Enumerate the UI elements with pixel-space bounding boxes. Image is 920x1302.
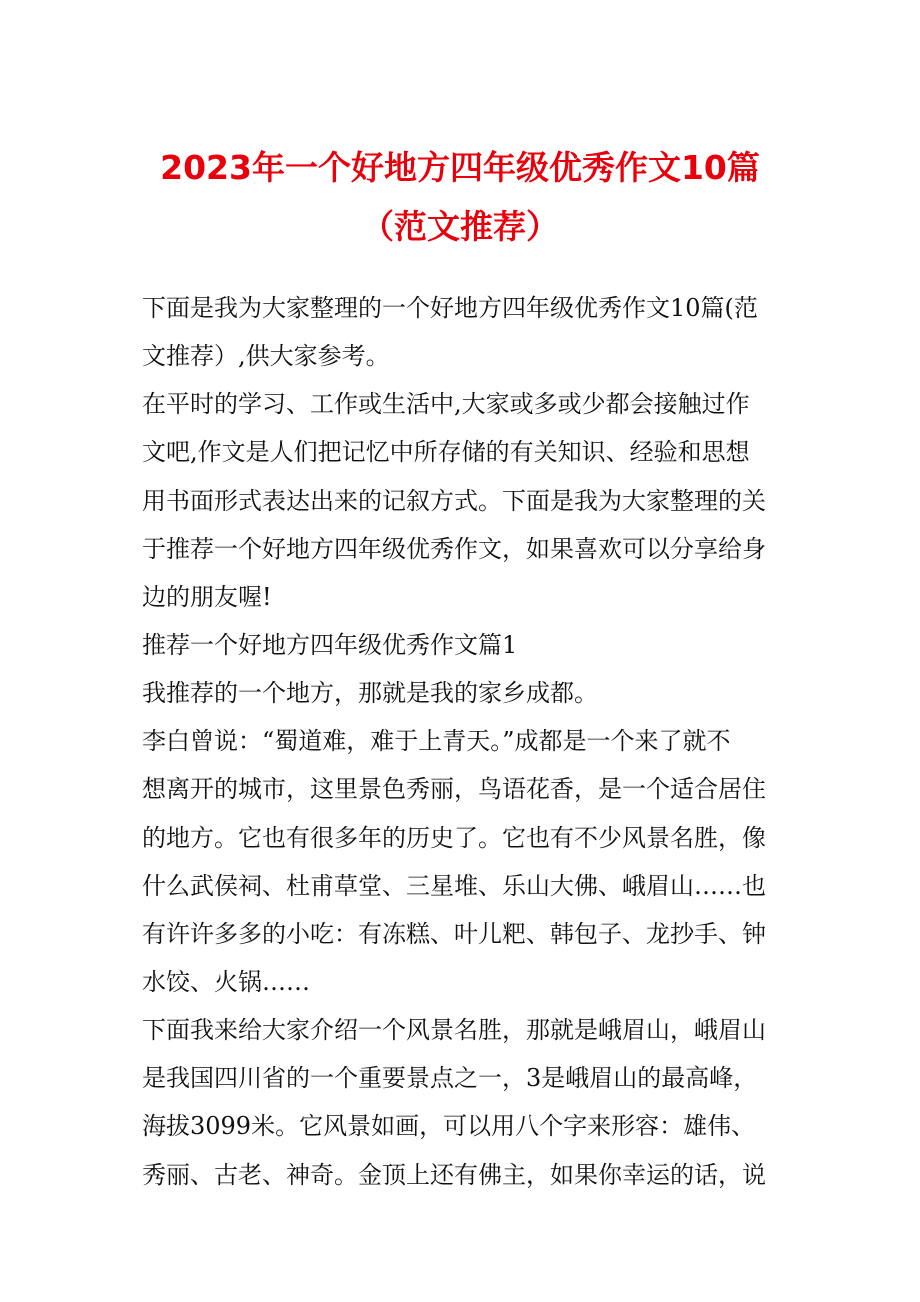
intro-line: 在平时的学习、工作或生活中,大家或多或少都会接触过作 — [142, 390, 750, 418]
section-heading: 推荐一个好地方四年级优秀作文篇1 — [142, 631, 518, 659]
paragraph-line: 海拔3099米。它风景如画，可以用八个字来形容：雄伟、 — [142, 1112, 756, 1140]
paragraph-line: 下面我来给大家介绍一个风景名胜，那就是峨眉山，峨眉山 — [142, 1016, 766, 1044]
document-subtitle: （范文推荐） — [361, 207, 559, 246]
paragraph-line: 我推荐的一个地方，那就是我的家乡成都。 — [142, 679, 598, 707]
paragraph-line: 什么武侯祠、杜甫草堂、三星堆、乐山大佛、峨眉山……也 — [142, 872, 766, 900]
paragraph-line: 的地方。它也有很多年的历史了。它也有不少风景名胜，像 — [142, 824, 766, 852]
intro-line: 文吧,作文是人们把记忆中所存储的有关知识、经验和思想 — [142, 438, 750, 466]
document-title: 2023年一个好地方四年级优秀作文10篇 — [160, 148, 760, 187]
paragraph-line: 想离开的城市，这里景色秀丽，鸟语花香，是一个适合居住 — [142, 775, 766, 803]
intro-line: 于推荐一个好地方四年级优秀作文，如果喜欢可以分享给身 — [142, 535, 766, 563]
paragraph-line: 有许许多多的小吃：有冻糕、叶儿粑、韩包子、龙抄手、钟 — [142, 920, 766, 948]
paragraph-line: 是我国四川省的一个重要景点之一，3是峨眉山的最高峰， — [142, 1064, 758, 1092]
paragraph-line: 李白曾说：“蜀道难，难于上青天。”成都是一个来了就不 — [142, 727, 731, 755]
intro-line: 文推荐）,供大家参考。 — [142, 342, 390, 370]
intro-line: 用书面形式表达出来的记叙方式。下面是我为大家整理的关 — [142, 487, 766, 515]
intro-line: 下面是我为大家整理的一个好地方四年级优秀作文10篇(范 — [142, 294, 758, 322]
intro-line: 边的朋友喔! — [142, 583, 272, 611]
paragraph-line: 水饺、火锅…… — [142, 968, 310, 996]
paragraph-line: 秀丽、古老、神奇。金顶上还有佛主，如果你幸运的话，说 — [142, 1161, 766, 1189]
